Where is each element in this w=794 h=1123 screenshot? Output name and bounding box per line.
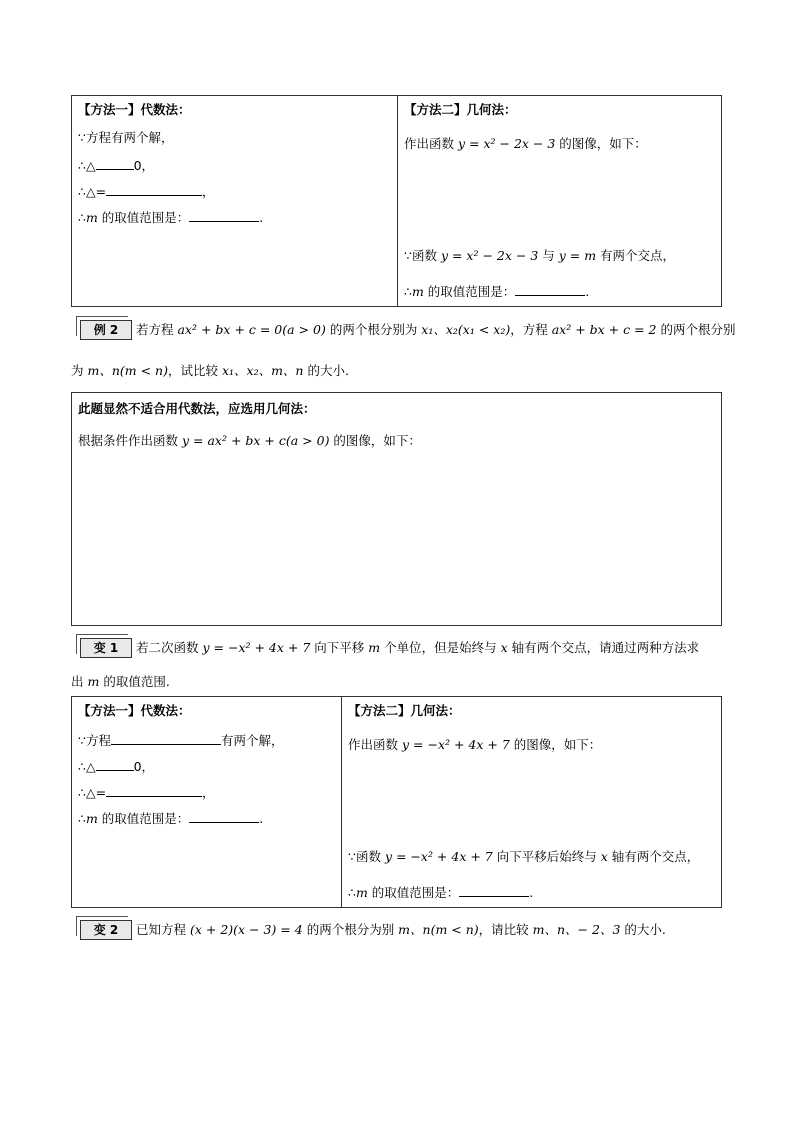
var-m: m (368, 640, 381, 655)
range-text: 的取值范围是： (97, 210, 190, 225)
compare-blank[interactable] (96, 156, 134, 170)
text: 的两个根分别为 (325, 322, 422, 337)
period: . (585, 284, 590, 299)
delta-equals: ∴△= (78, 785, 107, 800)
text: 为 (71, 363, 88, 378)
text: 个单位，但是始终与 (380, 640, 501, 655)
function-formula: y = −x² + 4x + 7 (202, 640, 311, 655)
function-formula: y = −x² + 4x + 7 (401, 737, 510, 752)
period: . (529, 885, 534, 900)
method-one-cell (72, 96, 398, 306)
example-2-text-line1 (136, 321, 735, 339)
text: 根据条件作出函数 (78, 433, 182, 448)
therefore: ∴ (78, 811, 86, 826)
solution-box-example-2 (71, 392, 722, 626)
var-m: m (85, 210, 98, 225)
text: ，试比较 (167, 363, 222, 378)
range-blank[interactable] (189, 809, 259, 823)
compare-vars: x₁、x₂、m、n (221, 363, 304, 378)
text: 轴有两个交点，请通过两种方法求 (507, 640, 700, 655)
text: ∵函数 (348, 849, 385, 864)
text: 若方程 (136, 322, 178, 337)
method-two-cell (342, 697, 721, 907)
variant-1-text-line2 (71, 673, 170, 691)
compare-values: m、n、− 2、3 (532, 922, 621, 937)
method-one-header: 【方法一】代数法： (78, 703, 191, 718)
method-two-header: 【方法二】几何法： (348, 703, 461, 718)
discriminant-value-line (78, 783, 215, 801)
text: 出 (71, 674, 88, 689)
solution-header: 此题显然不适合用代数法，应选用几何法： (78, 401, 316, 416)
period: . (259, 210, 264, 225)
roots-formula: m、n(m < n) (398, 922, 479, 937)
shift-intersection-line (348, 849, 699, 865)
method-two-cell (398, 96, 721, 306)
method-table-2 (71, 696, 722, 908)
range-text: 的取值范围是： (97, 811, 190, 826)
equation-formula: (x + 2)(x − 3) = 4 (189, 922, 303, 937)
delta-blank[interactable] (106, 783, 202, 797)
text: 若二次函数 (136, 640, 203, 655)
var-x: x (500, 640, 508, 655)
and-text: 与 (538, 248, 559, 263)
roots-formula-2: m、n(m < n) (87, 363, 168, 378)
text: 的大小. (620, 922, 666, 937)
zero-text: 0， (133, 759, 155, 774)
discriminant-value-line (78, 182, 215, 200)
range-line (348, 883, 533, 901)
range-text: 的取值范围是： (423, 284, 516, 299)
discriminant-compare-line (78, 156, 154, 174)
method-table-1 (71, 95, 722, 307)
range-line (78, 208, 263, 226)
text: 有两个解， (220, 733, 284, 748)
compare-blank[interactable] (96, 757, 134, 771)
var-m: m (411, 284, 424, 299)
period: . (259, 811, 264, 826)
draw-graph-line (78, 433, 421, 449)
variant-1-label: 变 1 (80, 638, 132, 658)
method-one-cell (72, 697, 342, 907)
text: 作出函数 (348, 737, 402, 752)
range-blank[interactable] (189, 208, 259, 222)
line-formula: y = m (558, 248, 597, 263)
therefore: ∴ (348, 885, 356, 900)
function-formula: y = ax² + bx + c(a > 0) (181, 433, 330, 448)
text: 向下平移后始终与 (492, 849, 601, 864)
text: 向下平移 (310, 640, 369, 655)
range-blank[interactable] (459, 883, 529, 897)
text: 的两个根分别 (656, 322, 736, 337)
range-blank[interactable] (515, 282, 585, 296)
var-m: m (87, 674, 100, 689)
function-formula: y = x² − 2x − 3 (457, 136, 556, 151)
var-m: m (85, 811, 98, 826)
range-text: 的取值范围是： (367, 885, 460, 900)
text: 的取值范围. (99, 674, 170, 689)
method-two-header: 【方法二】几何法： (404, 102, 517, 117)
variant-2-label: 变 2 (80, 920, 132, 940)
therefore-delta: ∴△ (78, 759, 96, 774)
text: 的两个根分为别 (302, 922, 399, 937)
text: 的大小. (303, 363, 349, 378)
therefore-delta: ∴△ (78, 158, 96, 173)
text: 的图像，如下： (329, 433, 421, 448)
text: ，请比较 (478, 922, 533, 937)
roots-formula: x₁、x₂(x₁ < x₂) (421, 322, 511, 337)
draw-graph-line (404, 136, 647, 152)
therefore: ∴ (78, 210, 86, 225)
text: 轴有两个交点， (607, 849, 700, 864)
delta-blank[interactable] (106, 182, 202, 196)
equation-blank[interactable] (111, 731, 221, 745)
variant-1-text-line1 (136, 639, 699, 657)
text: 的图像，如下： (509, 737, 602, 752)
example-2-label: 例 2 (80, 320, 132, 340)
method-one-header: 【方法一】代数法： (78, 102, 191, 117)
zero-text: 0， (133, 158, 155, 173)
example-2-text-line2 (71, 362, 349, 380)
delta-equals: ∴△= (78, 184, 107, 199)
intersect-text: 有两个交点， (596, 248, 676, 263)
draw-prefix: 作出函数 (404, 136, 458, 151)
comma: ， (202, 184, 215, 199)
range-line (404, 282, 589, 300)
function-formula: y = x² − 2x − 3 (440, 248, 539, 263)
intersection-line (404, 248, 675, 264)
comma: ， (202, 785, 215, 800)
draw-suffix: 的图像，如下： (555, 136, 647, 151)
function-formula: y = −x² + 4x + 7 (384, 849, 493, 864)
var-x: x (600, 849, 608, 864)
therefore: ∴ (404, 284, 412, 299)
var-m: m (355, 885, 368, 900)
condition-line: ∵方程有两个解， (78, 130, 174, 145)
variant-2-text (136, 921, 666, 939)
because-function: ∵函数 (404, 248, 441, 263)
range-line (78, 809, 263, 827)
draw-graph-line (348, 737, 601, 753)
equation-formula: ax² + bx + c = 0(a > 0) (177, 322, 326, 337)
equation-formula-2: ax² + bx + c = 2 (551, 322, 657, 337)
text: ∵方程 (78, 733, 111, 748)
text: 已知方程 (136, 922, 190, 937)
discriminant-compare-line (78, 757, 154, 775)
text: ，方程 (510, 322, 552, 337)
equation-line (78, 731, 283, 749)
